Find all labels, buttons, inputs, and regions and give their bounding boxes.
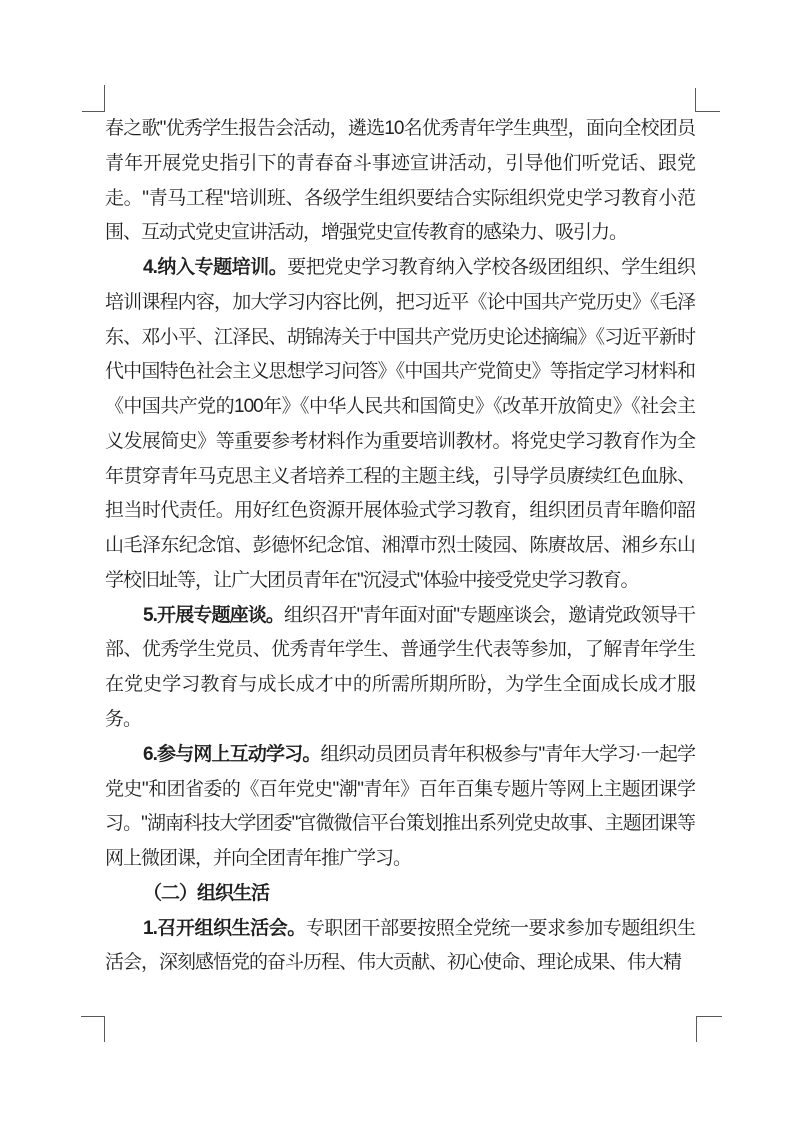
paragraph-text: 要把党史学习教育纳入学校各级团组织、学生组织培训课程内容，加大学习内容比例，把习近平《论中国共产党历史》《毛泽东、邓小平、江泽民、胡锦涛关于中国共产党历史论述摘编》《习近平新时代中国特色社会主义思想学习问答》《中国共产党简史》等指定学习材料和《中国共产党的100年》《中华人民共和国简史》《改革开放简史》《社会主义发展简史》等重要参考材料作为重要培训教材。将党史学习教育作为全年贯穿青年马克思主义者培养工程的主题主线，引导学员赓续红色血脉、担当时代责任。用好红色资源开展体验式学习教育，组织团员青年瞻仰韶山毛泽东纪念馆、彭德怀纪念馆、湘潭市烈士陵园、陈赓故居、湘乡东山学校旧址等，让广大团员青年在"沉浸式"体验中接受党史学习教育。 <box>105 257 695 591</box>
crop-mark-top-left <box>82 85 105 112</box>
paragraph <box>105 738 695 877</box>
paragraph-lead: 4.纳入专题培训。 <box>143 257 288 279</box>
paragraph-text: 组织动员团员青年积极参与"青年大学习·一起学党史"和团省委的《百年党史"潮"青年》百年百集专题片等网上主题团课学习。"湖南科技大学团委"官微微信平台策划推出系列党史故事、主题团课等网上微团课，并向全团青年推广学习。 <box>105 743 695 870</box>
crop-mark-bottom-left <box>81 1016 105 1042</box>
paragraph-text: 春之歌"优秀学生报告会活动，遴选10名优秀青年学生典型，面向全校团员青年开展党史指引下的青春奋斗事迹宣讲活动，引导他们听党话、跟党走。"青马工程"培训班、各级学生组织要结合实际组织党史学习教育小范围、互动式党史宣讲活动，增强党史宣传教育的感染力、吸引力。 <box>105 118 695 244</box>
paragraph <box>105 877 695 912</box>
paragraph-text: 组织召开"青年面对面"专题座谈会，邀请党政领导干部、优秀学生党员、优秀青年学生、普通学生代表等参加，了解青年学生在党史学习教育与成长成才中的所需所期所盼，为学生全面成长成才服务。 <box>105 604 695 731</box>
paragraph-lead: 6.参与网上互动学习。 <box>143 743 321 765</box>
paragraph-lead: （二）组织生活 <box>143 882 270 904</box>
crop-mark-bottom-right <box>696 1016 722 1042</box>
paragraph-text: 专职团干部要按照全党统一要求参加专题组织生活会，深刻感悟党的奋斗历程、伟大贡献、初心使命、理论成果、伟大精 <box>105 917 695 974</box>
paragraph-lead: 5.开展专题座谈。 <box>143 604 285 626</box>
document-body-text <box>105 112 695 981</box>
paragraph <box>105 251 695 599</box>
paragraph <box>105 599 695 738</box>
crop-mark-top-right <box>695 88 720 112</box>
paragraph <box>105 912 695 982</box>
paragraph-lead: 1.召开组织生活会。 <box>143 917 306 939</box>
paragraph <box>105 112 695 251</box>
